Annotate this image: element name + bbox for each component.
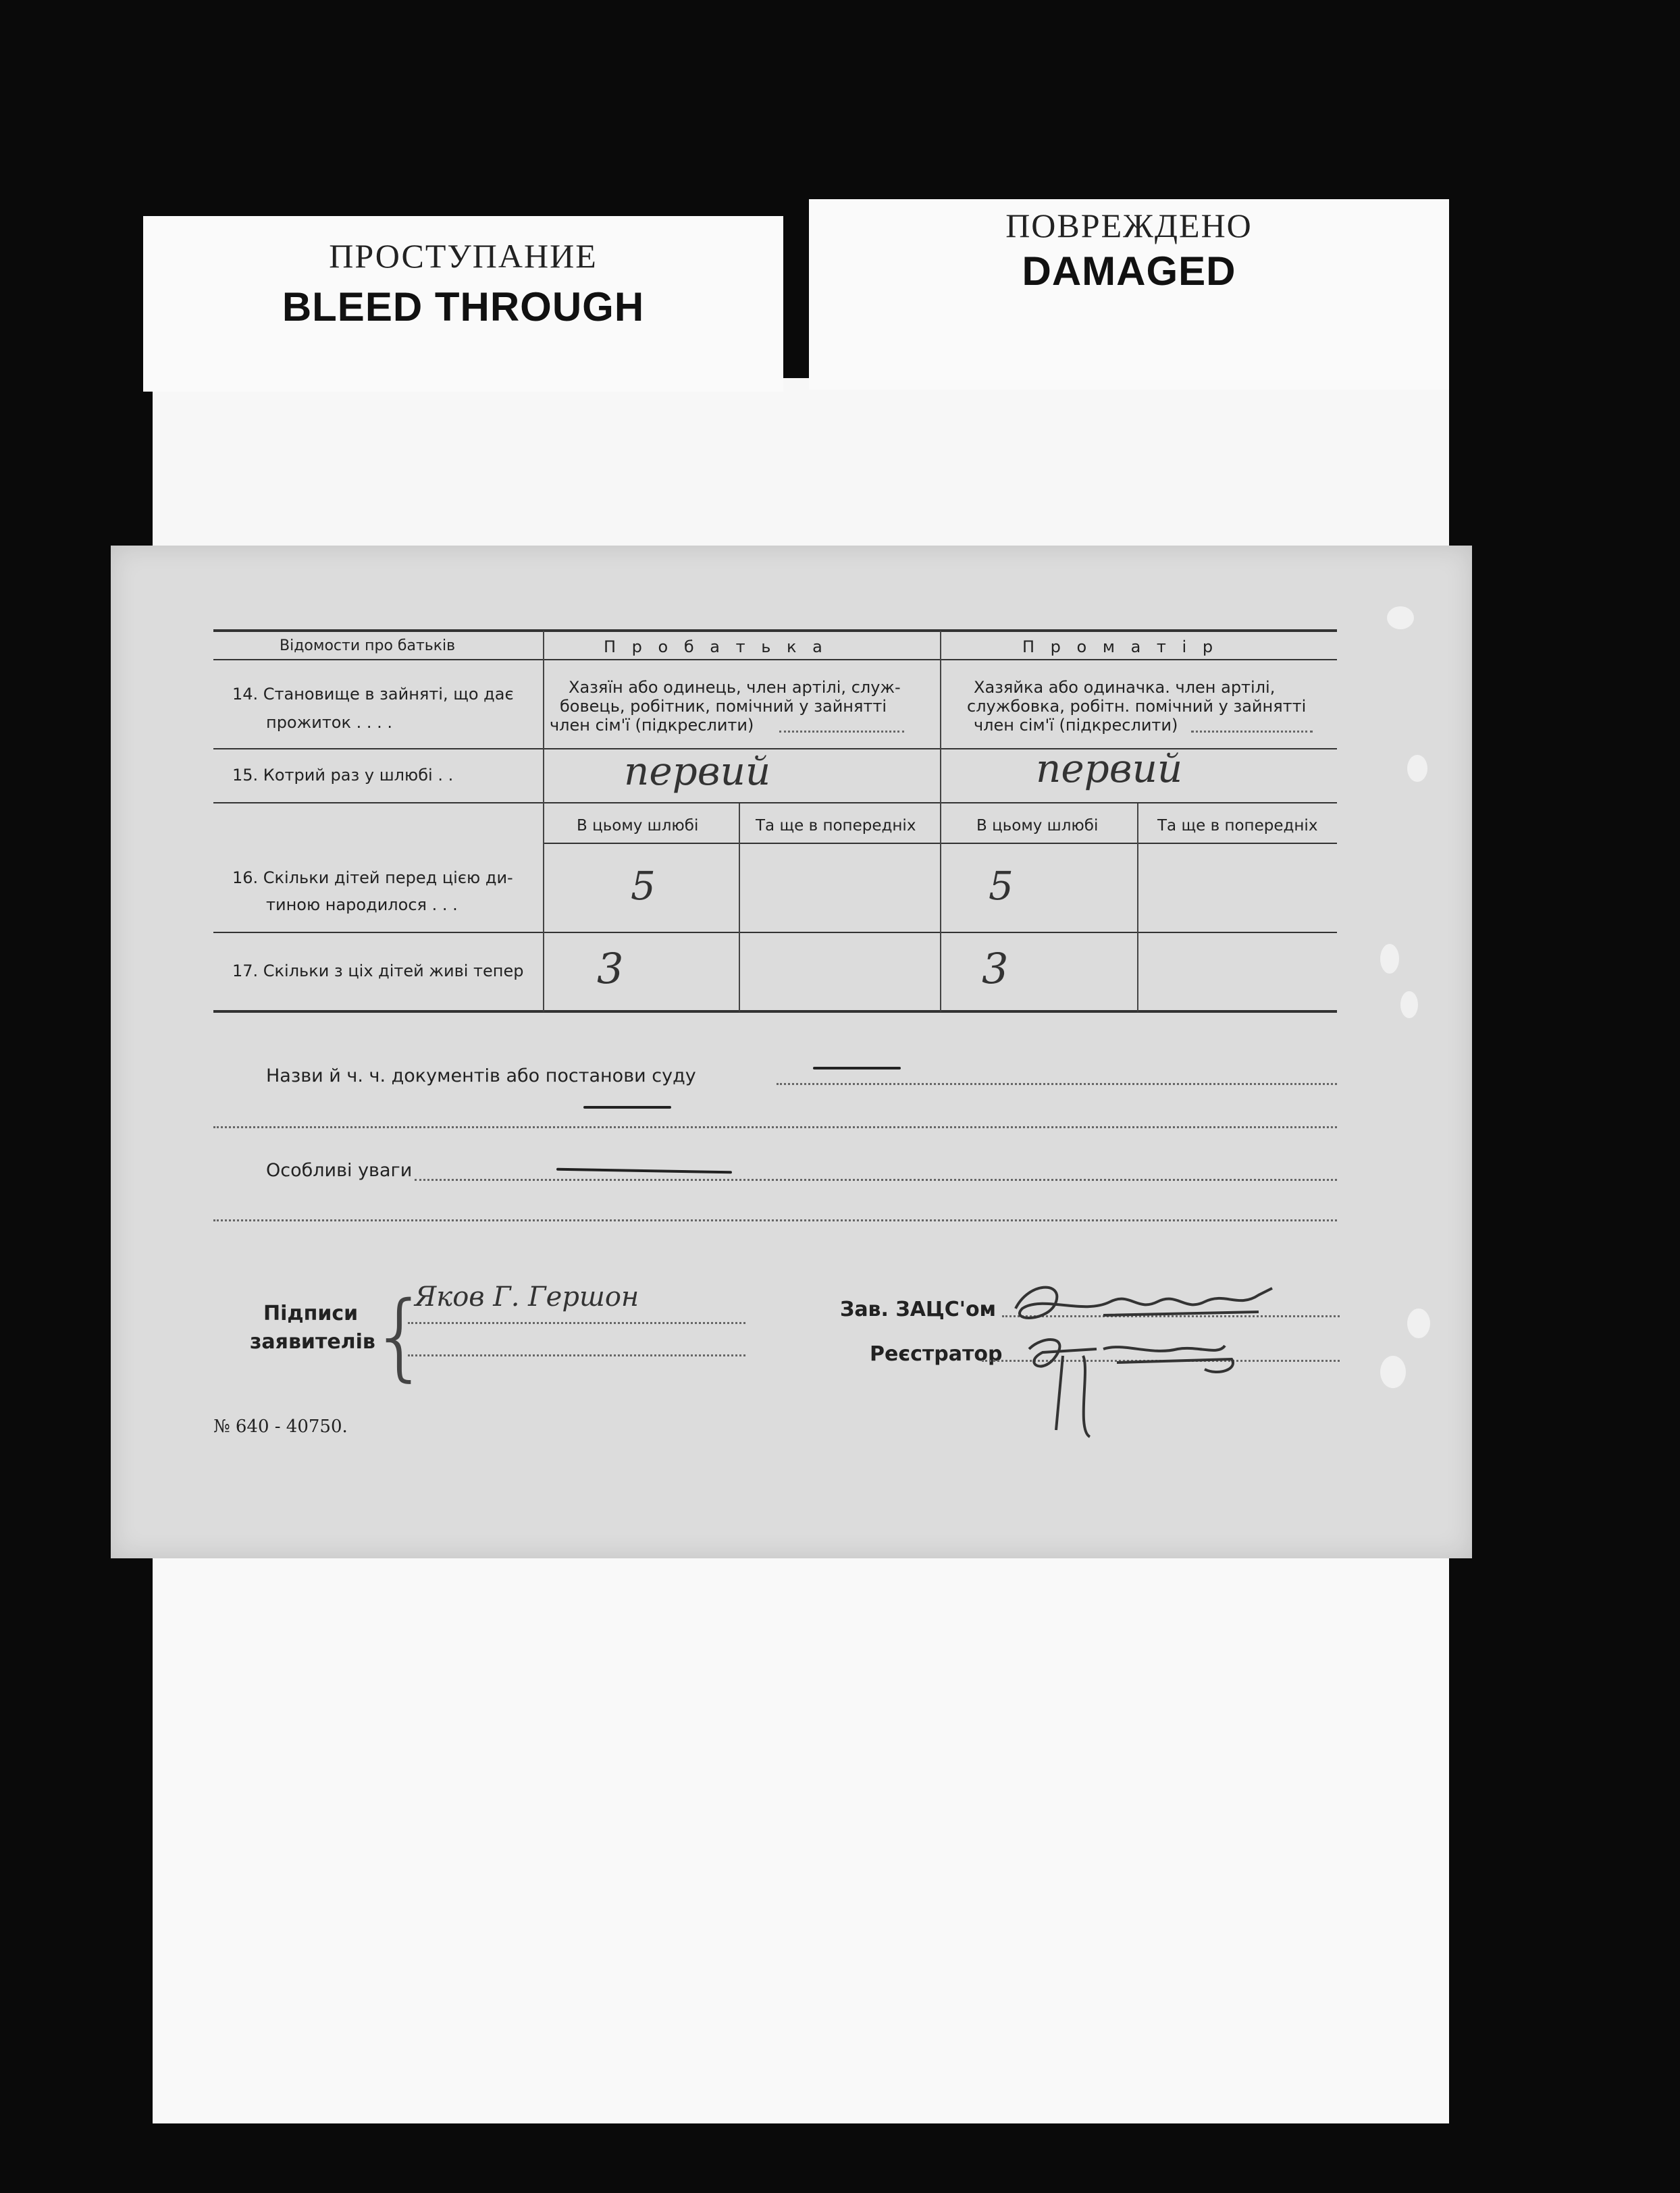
header-parents-info: Відомости про батьків xyxy=(280,637,456,654)
row16-mother-value: 5 xyxy=(989,863,1014,909)
subheader-this-marriage-mother: В цьому шлюбі xyxy=(976,817,1099,835)
lower-sheet xyxy=(153,1553,1449,2123)
row14-father-dots xyxy=(779,731,904,733)
damage-spot-1 xyxy=(1387,606,1414,629)
col-divider-father-sub xyxy=(739,803,740,1011)
row15-father-value: первий xyxy=(624,748,771,794)
header-about-mother: П р о м а т і р xyxy=(1022,637,1219,656)
row16-father-value: 5 xyxy=(631,863,656,909)
col-divider-2 xyxy=(940,631,941,1011)
row16-bottom-rule xyxy=(213,932,1337,933)
row17-father-value: 3 xyxy=(597,944,624,993)
col-divider-mother-sub xyxy=(1137,803,1138,1011)
table-bottom-rule xyxy=(213,1010,1337,1013)
form-number: № 640 - 40750. xyxy=(213,1417,348,1437)
subheader-previous-father: Та ще в попередніх xyxy=(756,817,916,835)
damage-spot-2 xyxy=(1407,755,1427,782)
damaged-card xyxy=(809,199,1449,390)
damaged-label-en: DAMAGED xyxy=(1022,248,1236,294)
subheader-previous-mother: Та ще в попередніх xyxy=(1157,817,1318,835)
col-divider-1 xyxy=(543,631,544,1011)
row14-mother-dots xyxy=(1191,731,1313,733)
row14-label-line2: прожиток . . . . xyxy=(266,713,393,732)
applicant-sign-dots-2 xyxy=(408,1354,745,1356)
row14-mother-line2: службовка, робітн. помічний у зайнятті xyxy=(967,697,1307,716)
row15-label: 15. Котрий раз у шлюбі . . xyxy=(232,766,454,785)
row17-mother-value: 3 xyxy=(982,944,1009,993)
header-bottom-rule xyxy=(213,659,1337,660)
row14-mother-line3: член сім'ї (підкреслити) xyxy=(974,716,1178,735)
row15-mother-value: первий xyxy=(1036,745,1183,791)
remarks-dash xyxy=(556,1168,732,1174)
head-of-registry-label: Зав. ЗАЦС'ом xyxy=(840,1298,997,1321)
damaged-label-ru: ПОВРЕЖДЕНО xyxy=(1005,207,1253,244)
table-top-rule xyxy=(213,629,1337,632)
registrar-label: Реєстратор xyxy=(870,1342,1003,1366)
row16-label-line1: 16. Скільки дітей перед цією ди- xyxy=(232,868,513,887)
damage-spot-6 xyxy=(1380,1356,1406,1388)
remarks-dots-2 xyxy=(213,1219,1337,1221)
bleed-through-label-en: BLEED THROUGH xyxy=(282,284,645,329)
subheader-this-marriage-father: В цьому шлюбі xyxy=(577,817,699,835)
head-signature-scribble xyxy=(1002,1275,1286,1336)
row14-label-line1: 14. Становище в зайняті, що дає xyxy=(232,685,514,704)
row15-bottom-rule xyxy=(213,802,1337,803)
bleed-through-card xyxy=(143,216,783,392)
documents-dots-2 xyxy=(213,1126,1337,1128)
documents-dash-2 xyxy=(583,1106,671,1109)
row16-label-line2: тиною народилося . . . xyxy=(266,895,458,914)
row14-mother-line1: Хазяйка або одиначка. член артілі, xyxy=(974,678,1276,697)
documents-dots-1 xyxy=(777,1083,1337,1085)
row14-father-line1: Хазяїн або одинець, член артілі, служ- xyxy=(569,678,901,697)
row17-label: 17. Скільки з ціх дітей живі тепер xyxy=(232,961,524,980)
remarks-dots-1 xyxy=(415,1179,1337,1181)
damage-spot-5 xyxy=(1407,1309,1430,1338)
civil-registry-form xyxy=(111,546,1472,1558)
documents-label: Назви й ч. ч. документів або постанови суду xyxy=(266,1065,696,1086)
bleed-through-label-ru: ПРОСТУПАНИЕ xyxy=(329,237,598,275)
documents-dash-1 xyxy=(813,1067,901,1069)
remarks-label: Особливі уваги xyxy=(266,1160,413,1181)
signatures-label-line1: Підписи xyxy=(263,1302,359,1325)
row14-father-line2: бовець, робітник, помічний у зайнятті xyxy=(560,697,887,716)
row14-father-line3: член сім'ї (підкреслити) xyxy=(550,716,754,735)
applicant-sign-dots-1 xyxy=(408,1322,745,1324)
registrar-signature-scribble xyxy=(1016,1329,1245,1444)
signatures-label-line2: заявителів xyxy=(250,1330,375,1354)
header-about-father: П р о б а т ь к а xyxy=(604,637,828,656)
damage-spot-4 xyxy=(1400,991,1418,1018)
damage-spot-3 xyxy=(1380,944,1399,974)
applicant-signature: Яков Г. Гершон xyxy=(415,1282,639,1313)
signatures-brace: { xyxy=(370,1282,431,1392)
